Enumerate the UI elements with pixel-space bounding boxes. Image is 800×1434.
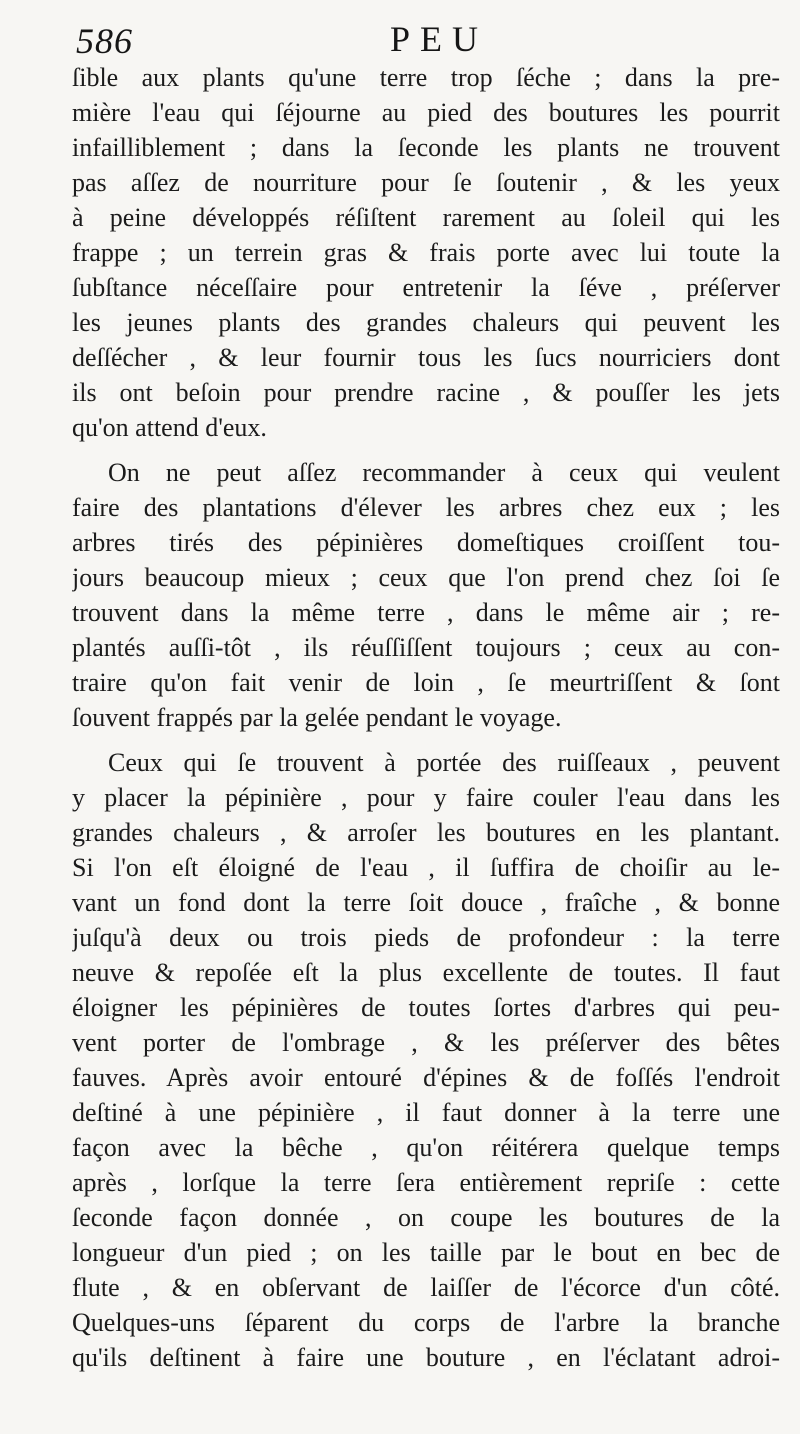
text-line: trouvent dans la même terre , dans le même air ; re- <box>72 598 780 627</box>
text-line: traire qu'on fait venir de loin , ſe meurtriſſent & ſont <box>72 668 780 697</box>
text-line: plantés auſſi-tôt , ils réuſſiſſent toujours ; ceux au con- <box>72 633 780 662</box>
text-line: ſeconde façon donnée , on coupe les boutures de la <box>72 1203 780 1232</box>
text-line: Ceux qui ſe trouvent à portée des ruiſſeaux , peuvent <box>108 748 780 777</box>
text-line: pas aſſez de nourriture pour ſe ſoutenir , & les yeux <box>72 168 780 197</box>
text-line: les jeunes plants des grandes chaleurs qui peuvent les <box>72 308 780 337</box>
page-content <box>72 0 784 1434</box>
text-line: flute , & en obſervant de laiſſer de l'écorce d'un côté. <box>72 1273 780 1302</box>
text-line: Quelques-uns ſéparent du corps de l'arbre la branche <box>72 1308 780 1337</box>
text-line: deſſécher , & leur fournir tous les ſucs nourriciers dont <box>72 343 780 372</box>
text-line: jours beaucoup mieux ; ceux que l'on prend chez ſoi ſe <box>72 563 780 592</box>
text-line: faire des plantations d'élever les arbres chez eux ; les <box>72 493 780 522</box>
page-number: 586 <box>76 21 133 61</box>
text-line: neuve & repoſée eſt la plus excellente de toutes. Il faut <box>72 958 780 987</box>
paragraph <box>72 60 780 445</box>
text-line: éloigner les pépinières de toutes ſortes d'arbres qui peu- <box>72 993 780 1022</box>
text-line: après , lorſque la terre ſera entièrement repriſe : cette <box>72 1168 780 1197</box>
text-line: frappe ; un terrein gras & frais porte avec lui toute la <box>72 238 780 267</box>
text-line: arbres tirés des pépinières domeſtiques croiſſent tou- <box>72 528 780 557</box>
text-line: fauves. Après avoir entouré d'épines & de foſſés l'endroit <box>72 1063 780 1092</box>
running-head: PEU <box>390 19 489 59</box>
text-line: grandes chaleurs , & arroſer les boutures en les plantant. <box>72 818 780 847</box>
text-line: ſible aux plants qu'une terre trop ſéche ; dans la pre- <box>72 63 780 92</box>
text-line: On ne peut aſſez recommander à ceux qui veulent <box>108 458 780 487</box>
text-line: Si l'on eſt éloigné de l'eau , il ſuffira de choiſir au le- <box>72 853 780 882</box>
text-line: y placer la pépinière , pour y faire couler l'eau dans les <box>72 783 780 812</box>
text-line: ſouvent frappés par la gelée pendant le voyage. <box>72 703 562 732</box>
text-line: infailliblement ; dans la ſeconde les plants ne trouvent <box>72 133 780 162</box>
paragraph <box>72 455 780 735</box>
text-line: longueur d'un pied ; on les taille par le bout en bec de <box>72 1238 780 1267</box>
text-line: qu'ils deſtinent à faire une bouture , en l'éclatant adroi- <box>72 1343 780 1372</box>
text-line: ils ont beſoin pour prendre racine , & pouſſer les jets <box>72 378 780 407</box>
text-line: façon avec la bêche , qu'on réitérera quelque temps <box>72 1133 780 1162</box>
text-line: ſubſtance néceſſaire pour entretenir la ſéve , préſerver <box>72 273 780 302</box>
text-line: juſqu'à deux ou trois pieds de profondeur : la terre <box>72 923 780 952</box>
text-line: qu'on attend d'eux. <box>72 413 267 442</box>
text-line: mière l'eau qui ſéjourne au pied des boutures les pourrit <box>72 98 780 127</box>
text-line: deſtiné à une pépinière , il faut donner à la terre une <box>72 1098 780 1127</box>
text-line: vant un fond dont la terre ſoit douce , fraîche , & bonne <box>72 888 780 917</box>
paragraph <box>72 745 780 1375</box>
page-header <box>72 14 784 64</box>
text-line: à peine développés réſiſtent rarement au ſoleil qui les <box>72 203 780 232</box>
text-line: vent porter de l'ombrage , & les préſerver des bêtes <box>72 1028 780 1057</box>
body-text <box>72 60 780 1375</box>
